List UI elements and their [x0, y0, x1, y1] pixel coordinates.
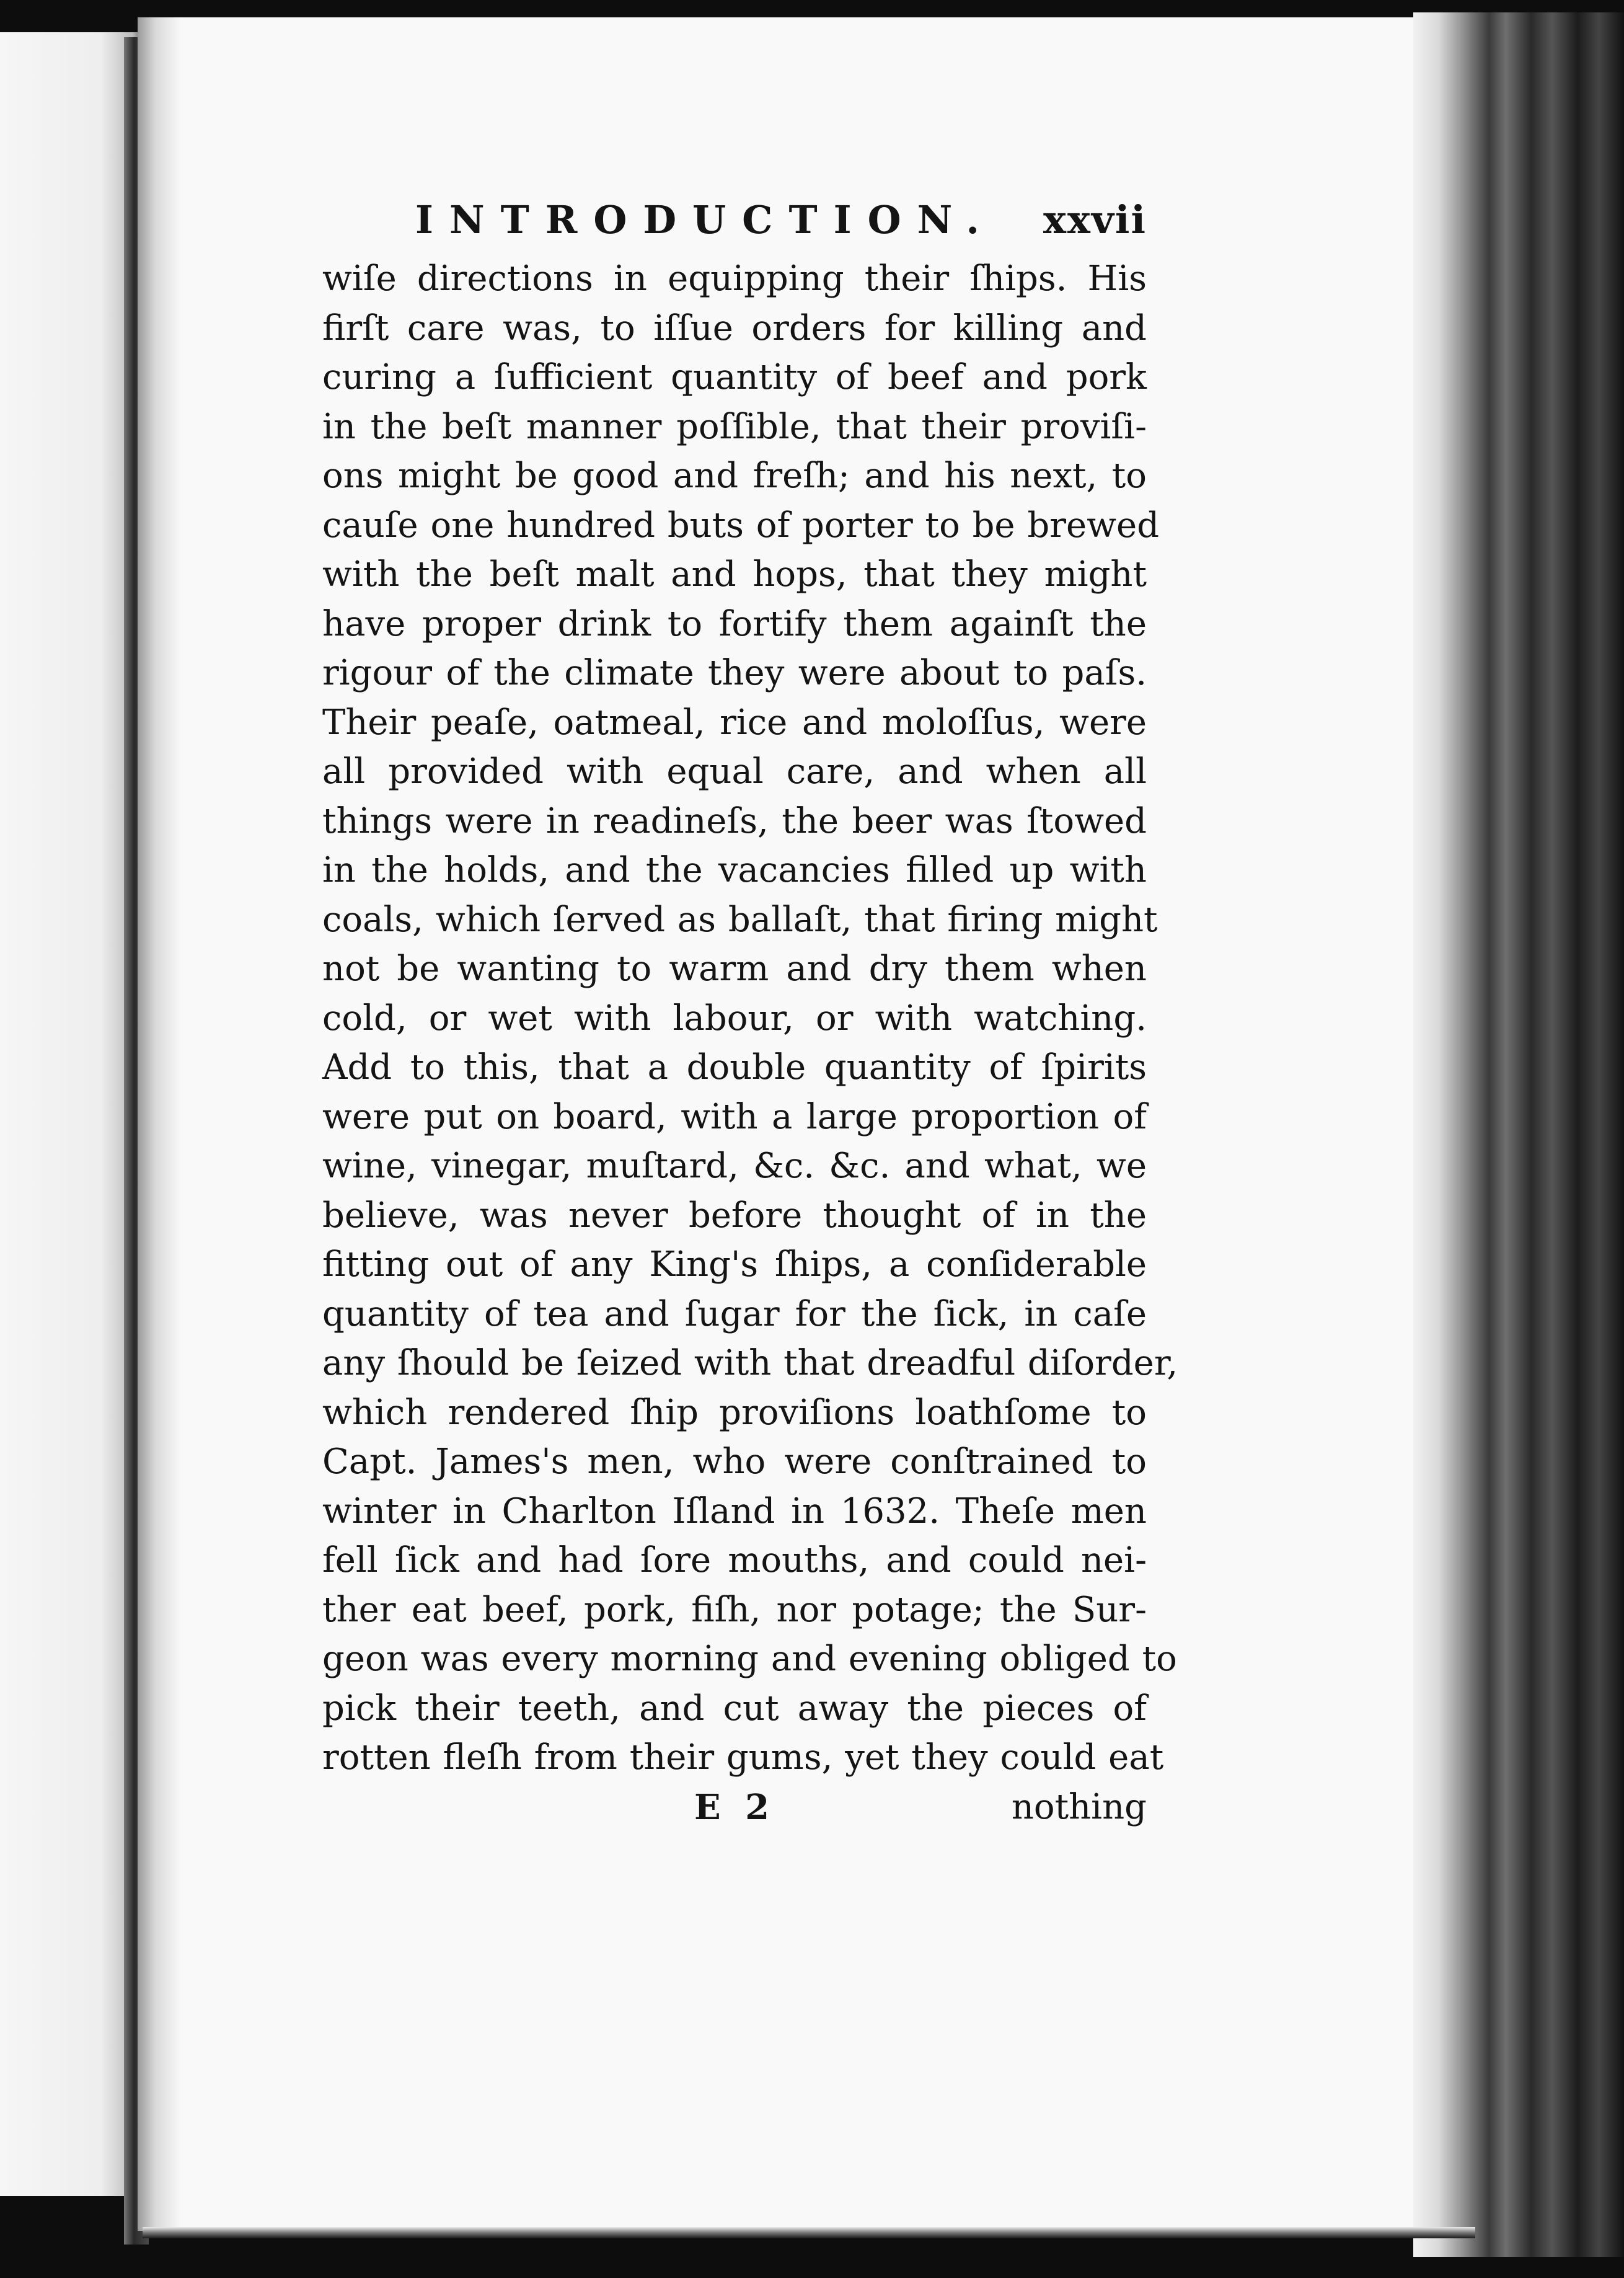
- text-line: fitting out of any King's ſhips, a conſiderable: [322, 1244, 1147, 1285]
- text-block: [322, 186, 1178, 1832]
- text-line: pick their teeth, and cut away the pieces of: [322, 1688, 1147, 1729]
- text-line: firſt care was, to iſſue orders for killing and: [322, 308, 1147, 348]
- text-line: in the holds, and the vacancies filled up with: [322, 850, 1147, 890]
- text-line: have proper drink to fortify them againſt the: [322, 603, 1147, 644]
- text-line: were put on board, with a large proportion of: [322, 1096, 1147, 1137]
- direction-line: [322, 1783, 1147, 1832]
- text-line: all provided with equal care, and when all: [322, 751, 1147, 792]
- text-line: believe, was never before thought of in the: [322, 1195, 1147, 1236]
- bottom-page-edge: [143, 2227, 1475, 2238]
- text-line: cold, or wet with labour, or with watching.: [322, 998, 1147, 1039]
- body-text: [322, 254, 1178, 1783]
- text-line: ther eat beef, pork, fiſh, nor potage; the Sur-: [322, 1589, 1147, 1630]
- text-line: wiſe directions in equipping their ſhips. His: [322, 259, 1147, 299]
- text-line: coals, which ſerved as ballaſt, that firing might: [322, 899, 1158, 940]
- text-line: rotten fleſh from their gums, yet they could eat: [322, 1737, 1164, 1778]
- left-page-edge: [0, 32, 144, 2196]
- signature-mark: E 2: [694, 1786, 776, 1828]
- text-line: not be wanting to warm and dry them when: [322, 949, 1147, 989]
- text-line: Their peaſe, oatmeal, rice and moloſſus, were: [322, 702, 1147, 743]
- page-number: xxvii: [1043, 197, 1147, 242]
- text-line: any ſhould be ſeized with that dreadful diſorder,: [322, 1343, 1178, 1383]
- running-head-title: INTRODUCTION.: [415, 197, 995, 242]
- text-line: Capt. James's men, who were conſtrained to: [322, 1442, 1147, 1482]
- text-line: ons might be good and freſh; and his next, to: [322, 456, 1147, 496]
- text-line: Add to this, that a double quantity of ſpirits: [322, 1047, 1147, 1088]
- catchword: nothing: [1011, 1786, 1147, 1827]
- text-line: fell ſick and had ſore mouths, and could nei-: [322, 1540, 1147, 1580]
- text-line: geon was every morning and evening obliged to: [322, 1639, 1177, 1679]
- fore-edge: [1413, 12, 1624, 2257]
- text-line: in the beſt manner poſſible, that their proviſi-: [322, 406, 1147, 447]
- gutter-shadow: [138, 17, 181, 2231]
- text-line: winter in Charlton Iſland in 1632. Theſe men: [322, 1491, 1147, 1531]
- text-line: which rendered ſhip proviſions loathſome to: [322, 1392, 1147, 1433]
- text-line: cauſe one hundred buts of porter to be brewed: [322, 505, 1160, 546]
- running-head: [322, 186, 1147, 254]
- text-line: quantity of tea and ſugar for the ſick, in caſe: [322, 1293, 1147, 1334]
- text-line: wine, vinegar, muſtard, &c. &c. and what, we: [322, 1146, 1147, 1186]
- text-line: rigour of the climate they were about to paſs.: [322, 653, 1147, 693]
- text-line: curing a ſufficient quantity of beef and pork: [322, 357, 1147, 397]
- text-line: with the beſt malt and hops, that they might: [322, 554, 1147, 595]
- text-line: things were in readineſs, the beer was ſtowed: [322, 800, 1147, 841]
